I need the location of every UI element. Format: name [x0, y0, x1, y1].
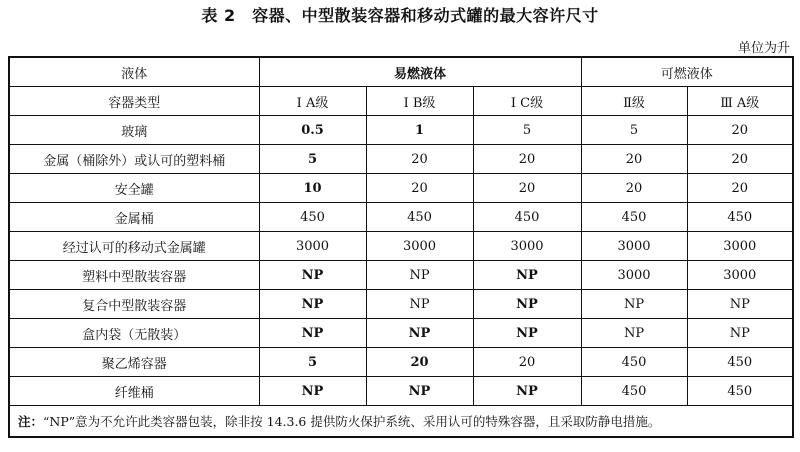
- header-row-liquid: [9, 57, 793, 87]
- cell-value: 3000: [687, 261, 793, 290]
- cell-value: 450: [687, 203, 793, 232]
- table-row: [9, 261, 793, 290]
- row-label: 纤维桶: [9, 377, 259, 406]
- row-label: 复合中型散装容器: [9, 290, 259, 319]
- cell-value: 3000: [687, 232, 793, 261]
- cell-value: NP: [366, 261, 473, 290]
- header-flammable: 易燃液体: [259, 57, 581, 87]
- table-row: [9, 145, 793, 174]
- row-label: 金属（桶除外）或认可的塑料桶: [9, 145, 259, 174]
- header-class-ia: Ⅰ A级: [259, 87, 366, 116]
- table-row: [9, 116, 793, 145]
- table-row: [9, 232, 793, 261]
- cell-value: 0.5: [259, 116, 366, 145]
- cell-value: NP: [259, 290, 366, 319]
- cell-value: 20: [581, 174, 687, 203]
- header-liquid: 液体: [9, 57, 259, 87]
- cell-value: 5: [581, 116, 687, 145]
- cell-value: 5: [259, 348, 366, 377]
- cell-value: NP: [581, 319, 687, 348]
- cell-value: 20: [687, 145, 793, 174]
- cell-value: 20: [581, 145, 687, 174]
- header-class-ii: Ⅱ级: [581, 87, 687, 116]
- cell-value: 3000: [581, 232, 687, 261]
- note-cell: [9, 406, 793, 438]
- cell-value: 1: [366, 116, 473, 145]
- cell-value: NP: [366, 290, 473, 319]
- cell-value: 450: [259, 203, 366, 232]
- note-text: “NP”意为不允许此类容器包装，除非按 14.3.6 提供防火保护系统、采用认可的特殊容器，且采取防静电措施。: [43, 414, 661, 429]
- cell-value: 20: [473, 145, 581, 174]
- cell-value: NP: [366, 377, 473, 406]
- note-row: [9, 406, 793, 438]
- row-label: 盒内袋（无散装）: [9, 319, 259, 348]
- row-label: 安全罐: [9, 174, 259, 203]
- cell-value: NP: [687, 290, 793, 319]
- row-label: 聚乙烯容器: [9, 348, 259, 377]
- header-class-iiia: Ⅲ A级: [687, 87, 793, 116]
- cell-value: 450: [581, 203, 687, 232]
- header-class-ib: Ⅰ B级: [366, 87, 473, 116]
- cell-value: 20: [473, 348, 581, 377]
- cell-value: 3000: [366, 232, 473, 261]
- table-row: [9, 174, 793, 203]
- table-row: [9, 377, 793, 406]
- note-label: 注：: [18, 414, 44, 429]
- table-title: 表 2 容器、中型散装容器和移动式罐的最大容许尺寸: [201, 6, 599, 25]
- unit-label: 单位为升: [737, 41, 790, 56]
- cell-value: 3000: [473, 232, 581, 261]
- cell-value: NP: [581, 290, 687, 319]
- cell-value: 5: [259, 145, 366, 174]
- cell-value: NP: [473, 319, 581, 348]
- cell-value: NP: [259, 319, 366, 348]
- table-row: [9, 290, 793, 319]
- cell-value: 450: [581, 377, 687, 406]
- table-row: [9, 348, 793, 377]
- cell-value: 20: [687, 116, 793, 145]
- table-row: [9, 319, 793, 348]
- cell-value: 20: [366, 145, 473, 174]
- cell-value: 450: [687, 348, 793, 377]
- cell-value: 3000: [259, 232, 366, 261]
- header-row-class: [9, 87, 793, 116]
- row-label: 金属桶: [9, 203, 259, 232]
- max-size-table: [8, 56, 794, 438]
- cell-value: 5: [473, 116, 581, 145]
- cell-value: NP: [473, 261, 581, 290]
- cell-value: NP: [366, 319, 473, 348]
- cell-value: 450: [581, 348, 687, 377]
- cell-value: 3000: [581, 261, 687, 290]
- header-container-type: 容器类型: [9, 87, 259, 116]
- table-row: [9, 203, 793, 232]
- row-label: 经过认可的移动式金属罐: [9, 232, 259, 261]
- row-label: 玻璃: [9, 116, 259, 145]
- cell-value: 20: [366, 348, 473, 377]
- cell-value: NP: [473, 377, 581, 406]
- cell-value: NP: [259, 377, 366, 406]
- header-combustible: 可燃液体: [581, 57, 793, 87]
- cell-value: 20: [473, 174, 581, 203]
- cell-value: NP: [473, 290, 581, 319]
- header-class-ic: Ⅰ C级: [473, 87, 581, 116]
- cell-value: NP: [687, 319, 793, 348]
- cell-value: 10: [259, 174, 366, 203]
- cell-value: 450: [366, 203, 473, 232]
- cell-value: 450: [687, 377, 793, 406]
- cell-value: 20: [687, 174, 793, 203]
- cell-value: 450: [473, 203, 581, 232]
- cell-value: NP: [259, 261, 366, 290]
- cell-value: 20: [366, 174, 473, 203]
- row-label: 塑料中型散装容器: [9, 261, 259, 290]
